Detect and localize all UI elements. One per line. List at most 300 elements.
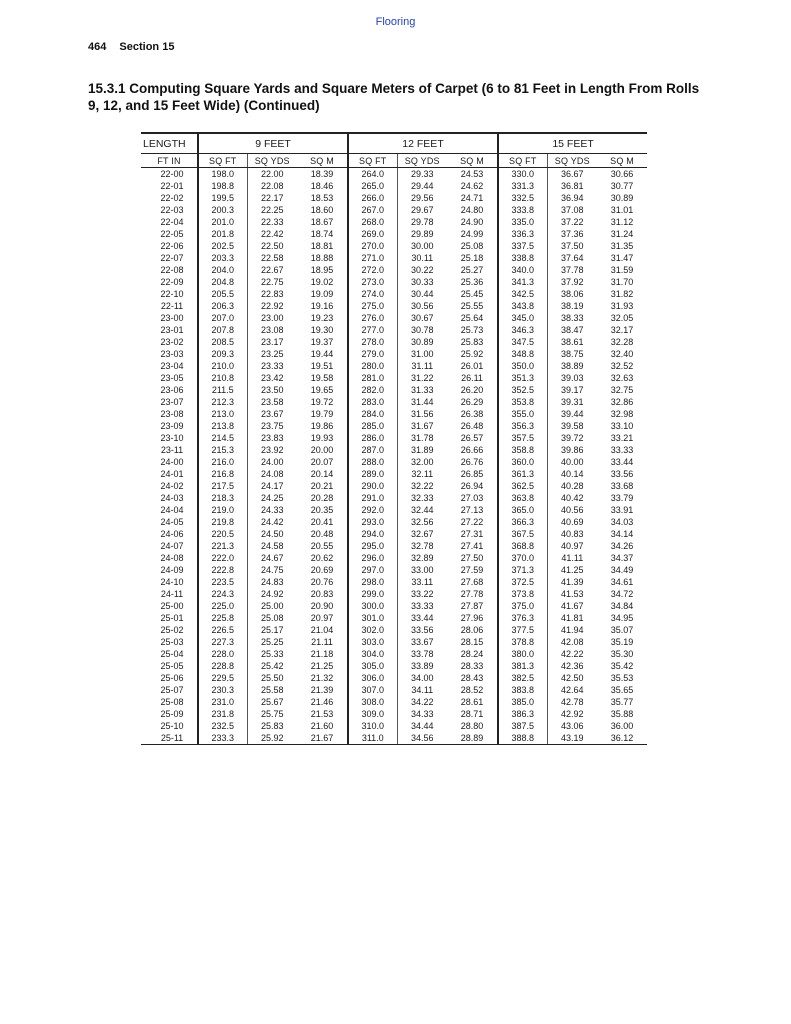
sq-ft-15-cell: 377.5 xyxy=(498,624,547,636)
sq-ft-15-subheader: SQ FT xyxy=(498,154,547,168)
table-row xyxy=(141,264,647,276)
length-cell: 25-02 xyxy=(141,624,198,636)
sq-ft-15-cell: 356.3 xyxy=(498,420,547,432)
sq-m-15-cell: 34.84 xyxy=(610,601,634,611)
sq-yds-9-cell: 24.42 xyxy=(260,517,284,527)
sq-yds-9-cell: 24.33 xyxy=(260,505,284,515)
sq-ft-15-cell: 386.3 xyxy=(498,708,547,720)
sq-ft-15-cell: 348.8 xyxy=(498,348,547,360)
sq-yds-12-cell: 34.44 xyxy=(410,721,434,731)
length-cell: 23-10 xyxy=(141,432,198,444)
sq-m-9-cell: 19.58 xyxy=(297,372,348,384)
sq-m-12-cell: 28.15 xyxy=(447,636,498,648)
sq-m-15-cell: 35.30 xyxy=(610,649,634,659)
length-cell: 24-02 xyxy=(141,480,198,492)
sq-m-15-cell: 33.91 xyxy=(610,505,634,515)
sq-yds-12-cell: 31.89 xyxy=(410,445,434,455)
flooring-link[interactable]: Flooring xyxy=(375,16,416,28)
sq-yds-15-cell: 40.00 xyxy=(561,457,584,467)
sq-yds-12-cell: 33.67 xyxy=(410,637,434,647)
sq-ft-9-cell: 230.3 xyxy=(198,684,247,696)
sq-yds-9-cell: 24.50 xyxy=(260,529,284,539)
sq-m-15-cell: 34.72 xyxy=(610,589,634,599)
sq-ft-12-cell: 287.0 xyxy=(348,444,397,456)
fifteen-feet-header: 15 FEET xyxy=(498,133,647,154)
sq-ft-15-cell: 361.3 xyxy=(498,468,547,480)
sq-ft-9-cell: 232.5 xyxy=(198,720,247,732)
sq-m-12-cell: 24.90 xyxy=(447,216,498,228)
sq-yds-12-cell: 32.67 xyxy=(410,529,434,539)
sq-yds-9-cell: 25.50 xyxy=(260,673,284,683)
sq-ft-9-cell: 202.5 xyxy=(198,240,247,252)
sq-ft-9-cell: 203.3 xyxy=(198,252,247,264)
sq-ft-15-cell: 345.0 xyxy=(498,312,547,324)
sq-ft-12-cell: 290.0 xyxy=(348,480,397,492)
sq-yds-12-cell: 32.44 xyxy=(410,505,434,515)
sq-ft-9-cell: 216.0 xyxy=(198,456,247,468)
sq-yds-9-cell: 22.83 xyxy=(260,289,284,299)
sq-ft-9-cell: 207.8 xyxy=(198,324,247,336)
sq-m-12-cell: 27.87 xyxy=(447,600,498,612)
sq-yds-9-cell: 24.08 xyxy=(260,469,284,479)
sq-ft-9-cell: 214.5 xyxy=(198,432,247,444)
sq-ft-9-cell: 201.8 xyxy=(198,228,247,240)
length-cell: 22-09 xyxy=(141,276,198,288)
sq-m-9-cell: 18.95 xyxy=(297,264,348,276)
table-row xyxy=(141,480,647,492)
sq-ft-15-cell: 355.0 xyxy=(498,408,547,420)
table-row xyxy=(141,528,647,540)
sq-m-12-cell: 24.53 xyxy=(447,168,498,181)
sq-yds-9-cell: 25.25 xyxy=(260,637,284,647)
table-row xyxy=(141,396,647,408)
sq-ft-15-cell: 347.5 xyxy=(498,336,547,348)
sq-m-15-cell: 36.00 xyxy=(610,721,634,731)
sq-yds-9-cell: 22.33 xyxy=(260,217,284,227)
sq-ft-9-cell: 231.0 xyxy=(198,696,247,708)
table-row xyxy=(141,588,647,600)
sq-yds-9-cell: 22.67 xyxy=(260,265,284,275)
sq-yds-9-cell: 23.92 xyxy=(260,445,284,455)
sq-ft-12-cell: 269.0 xyxy=(348,228,397,240)
length-cell: 24-06 xyxy=(141,528,198,540)
sq-m-9-cell: 20.14 xyxy=(297,468,348,480)
sq-ft-12-cell: 283.0 xyxy=(348,396,397,408)
sq-m-12-cell: 24.71 xyxy=(447,192,498,204)
sq-m-9-cell: 21.11 xyxy=(297,636,348,648)
sq-yds-9-cell: 22.92 xyxy=(260,301,284,311)
twelve-feet-header: 12 FEET xyxy=(348,133,498,154)
sq-yds-12-cell: 33.56 xyxy=(410,625,434,635)
sq-ft-15-cell: 362.5 xyxy=(498,480,547,492)
table-row xyxy=(141,612,647,624)
length-cell: 25-05 xyxy=(141,660,198,672)
sq-yds-15-cell: 40.56 xyxy=(561,505,584,515)
length-subheader: FT IN xyxy=(141,154,198,168)
sq-yds-9-cell: 25.42 xyxy=(260,661,284,671)
sq-yds-9-cell: 22.42 xyxy=(260,229,284,239)
sq-m-12-cell: 27.03 xyxy=(447,492,498,504)
sq-yds-12-cell: 31.11 xyxy=(411,361,434,371)
sq-m-9-cell: 19.44 xyxy=(297,348,348,360)
sq-m-12-cell: 28.52 xyxy=(447,684,498,696)
sq-yds-12-cell: 32.78 xyxy=(410,541,434,551)
sq-yds-9-cell: 22.00 xyxy=(260,169,284,179)
sq-ft-9-cell: 225.0 xyxy=(198,600,247,612)
sq-ft-15-cell: 342.5 xyxy=(498,288,547,300)
length-cell: 25-08 xyxy=(141,696,198,708)
sq-ft-15-cell: 365.0 xyxy=(498,504,547,516)
section-label: Section 15 xyxy=(119,41,175,53)
sq-ft-12-cell: 305.0 xyxy=(348,660,397,672)
sq-ft-9-cell: 227.3 xyxy=(198,636,247,648)
sq-m-9-cell: 20.76 xyxy=(297,576,348,588)
length-cell: 24-00 xyxy=(141,456,198,468)
sq-ft-15-cell: 338.8 xyxy=(498,252,547,264)
sq-ft-12-cell: 300.0 xyxy=(348,600,397,612)
sq-yds-9-cell: 24.75 xyxy=(260,565,284,575)
sq-m-15-cell: 31.35 xyxy=(610,241,634,251)
length-cell: 23-09 xyxy=(141,420,198,432)
sq-ft-15-cell: 370.0 xyxy=(498,552,547,564)
sq-ft-12-cell: 298.0 xyxy=(348,576,397,588)
sq-ft-9-cell: 201.0 xyxy=(198,216,247,228)
sq-ft-15-cell: 353.8 xyxy=(498,396,547,408)
sq-ft-12-cell: 293.0 xyxy=(348,516,397,528)
sq-yds-12-cell: 29.78 xyxy=(410,217,434,227)
sq-yds-12-cell: 31.33 xyxy=(410,385,434,395)
sq-yds-15-cell: 43.06 xyxy=(561,721,584,731)
sq-yds-12-cell: 30.11 xyxy=(411,253,434,263)
sq-ft-15-cell: 351.3 xyxy=(498,372,547,384)
length-cell: 22-03 xyxy=(141,204,198,216)
sq-yds-12-subheader: SQ YDS xyxy=(397,154,447,168)
sq-ft-12-cell: 265.0 xyxy=(348,180,397,192)
sq-m-9-cell: 19.37 xyxy=(297,336,348,348)
sq-ft-12-cell: 302.0 xyxy=(348,624,397,636)
sq-yds-9-cell: 23.33 xyxy=(260,361,284,371)
sq-m-9-cell: 21.04 xyxy=(297,624,348,636)
sq-ft-9-cell: 207.0 xyxy=(198,312,247,324)
sq-ft-9-cell: 220.5 xyxy=(198,528,247,540)
table-row xyxy=(141,636,647,648)
sq-yds-12-cell: 33.78 xyxy=(410,649,434,659)
sq-m-12-cell: 25.92 xyxy=(447,348,498,360)
sq-yds-15-cell: 39.17 xyxy=(561,385,584,395)
sq-m-12-cell: 26.11 xyxy=(447,372,498,384)
sq-ft-9-cell: 211.5 xyxy=(198,384,247,396)
sq-ft-15-cell: 380.0 xyxy=(498,648,547,660)
sq-ft-15-cell: 388.8 xyxy=(498,732,547,745)
table-row xyxy=(141,300,647,312)
length-cell: 24-09 xyxy=(141,564,198,576)
table-row xyxy=(141,372,647,384)
table-row xyxy=(141,228,647,240)
sq-m-9-cell: 20.69 xyxy=(297,564,348,576)
length-cell: 24-10 xyxy=(141,576,198,588)
length-cell: 23-08 xyxy=(141,408,198,420)
sq-m-15-cell: 32.52 xyxy=(610,361,634,371)
table-row xyxy=(141,276,647,288)
sq-m-9-cell: 21.46 xyxy=(297,696,348,708)
sq-yds-12-cell: 31.78 xyxy=(410,433,434,443)
sq-ft-15-cell: 332.5 xyxy=(498,192,547,204)
sq-m-12-cell: 25.08 xyxy=(447,240,498,252)
sq-m-15-cell: 34.26 xyxy=(610,541,634,551)
sq-yds-15-cell: 40.28 xyxy=(561,481,584,491)
sq-m-12-cell: 25.83 xyxy=(447,336,498,348)
sq-m-15-cell: 34.49 xyxy=(610,565,634,575)
sq-yds-12-cell: 30.56 xyxy=(410,301,434,311)
sq-yds-12-cell: 32.56 xyxy=(410,517,434,527)
sq-m-15-cell: 31.01 xyxy=(610,205,634,215)
sq-m-9-cell: 19.23 xyxy=(297,312,348,324)
table-row xyxy=(141,324,647,336)
sq-ft-12-cell: 289.0 xyxy=(348,468,397,480)
sq-m-12-cell: 27.78 xyxy=(447,588,498,600)
sq-m-12-cell: 24.80 xyxy=(447,204,498,216)
sq-yds-12-cell: 30.44 xyxy=(410,289,434,299)
sq-m-9-cell: 20.07 xyxy=(297,456,348,468)
sq-m-12-cell: 24.99 xyxy=(447,228,498,240)
sq-ft-12-cell: 306.0 xyxy=(348,672,397,684)
length-cell: 23-07 xyxy=(141,396,198,408)
sq-ft-15-cell: 336.3 xyxy=(498,228,547,240)
sq-ft-9-cell: 218.3 xyxy=(198,492,247,504)
length-cell: 24-11 xyxy=(141,588,198,600)
sq-m-15-cell: 32.98 xyxy=(610,409,634,419)
sq-yds-15-cell: 41.11 xyxy=(561,553,584,563)
sq-yds-9-cell: 23.00 xyxy=(260,313,284,323)
sq-ft-12-cell: 285.0 xyxy=(348,420,397,432)
sq-yds-9-cell: 23.08 xyxy=(260,325,284,335)
sq-yds-15-cell: 39.03 xyxy=(561,373,584,383)
sq-yds-15-cell: 38.75 xyxy=(561,349,584,359)
sq-yds-15-cell: 36.94 xyxy=(561,193,584,203)
length-cell: 23-04 xyxy=(141,360,198,372)
sq-m-9-cell: 20.90 xyxy=(297,600,348,612)
sq-m-9-cell: 21.67 xyxy=(297,732,348,745)
length-cell: 25-07 xyxy=(141,684,198,696)
length-cell: 25-04 xyxy=(141,648,198,660)
sq-ft-9-cell: 223.5 xyxy=(198,576,247,588)
sq-ft-15-cell: 376.3 xyxy=(498,612,547,624)
sq-m-12-cell: 25.55 xyxy=(447,300,498,312)
sq-yds-12-cell: 32.00 xyxy=(410,457,434,467)
sq-m-9-cell: 20.62 xyxy=(297,552,348,564)
table-row xyxy=(141,660,647,672)
sq-ft-12-cell: 271.0 xyxy=(348,252,397,264)
sq-m-15-cell: 35.88 xyxy=(610,709,634,719)
sq-m-9-cell: 19.86 xyxy=(297,420,348,432)
sq-m-9-cell: 18.60 xyxy=(297,204,348,216)
sq-yds-12-cell: 34.56 xyxy=(397,732,447,745)
sq-m-9-cell: 19.02 xyxy=(297,276,348,288)
sq-ft-9-cell: 226.5 xyxy=(198,624,247,636)
sq-ft-12-cell: 268.0 xyxy=(348,216,397,228)
sq-m-15-cell: 31.47 xyxy=(610,253,634,263)
sq-m-15-cell: 31.12 xyxy=(610,217,634,227)
sq-ft-12-cell: 297.0 xyxy=(348,564,397,576)
sq-yds-9-cell: 23.50 xyxy=(260,385,284,395)
sq-yds-15-cell: 38.06 xyxy=(561,289,584,299)
length-cell: 25-10 xyxy=(141,720,198,732)
sq-ft-12-cell: 281.0 xyxy=(348,372,397,384)
sq-m-9-cell: 18.88 xyxy=(297,252,348,264)
table-row xyxy=(141,552,647,564)
sq-yds-15-cell: 41.25 xyxy=(561,565,584,575)
sq-ft-9-cell: 210.8 xyxy=(198,372,247,384)
sq-yds-12-cell: 31.67 xyxy=(410,421,434,431)
sq-ft-12-cell: 309.0 xyxy=(348,708,397,720)
sq-ft-15-cell: 360.0 xyxy=(498,456,547,468)
sq-m-15-cell: 35.53 xyxy=(610,673,634,683)
sq-m-15-cell: 34.14 xyxy=(610,529,634,539)
sq-yds-9-cell: 23.58 xyxy=(260,397,284,407)
sq-ft-12-cell: 273.0 xyxy=(348,276,397,288)
sq-ft-9-cell: 224.3 xyxy=(198,588,247,600)
sq-yds-15-cell: 37.64 xyxy=(561,253,584,263)
sq-m-15-cell: 35.77 xyxy=(610,697,634,707)
table-row xyxy=(141,600,647,612)
sq-m-9-cell: 19.72 xyxy=(297,396,348,408)
sq-ft-15-cell: 378.8 xyxy=(498,636,547,648)
sq-ft-9-cell: 222.0 xyxy=(198,552,247,564)
length-cell: 25-06 xyxy=(141,672,198,684)
sq-m-15-cell: 34.03 xyxy=(610,517,634,527)
sq-yds-12-cell: 30.67 xyxy=(410,313,434,323)
sq-m-15-cell: 32.40 xyxy=(610,349,634,359)
sq-ft-12-cell: 296.0 xyxy=(348,552,397,564)
sq-ft-15-cell: 337.5 xyxy=(498,240,547,252)
length-cell: 24-04 xyxy=(141,504,198,516)
sq-yds-12-cell: 29.67 xyxy=(410,205,434,215)
sq-ft-15-cell: 373.8 xyxy=(498,588,547,600)
sq-ft-9-cell: 208.5 xyxy=(198,336,247,348)
sq-ft-12-cell: 301.0 xyxy=(348,612,397,624)
sq-m-9-cell: 20.21 xyxy=(297,480,348,492)
table-row xyxy=(141,420,647,432)
sq-m-9-cell: 20.00 xyxy=(297,444,348,456)
sq-yds-9-cell: 22.75 xyxy=(260,277,284,287)
sq-m-9-cell: 20.48 xyxy=(297,528,348,540)
sq-ft-12-cell: 280.0 xyxy=(348,360,397,372)
sq-m-15-cell: 31.70 xyxy=(610,277,634,287)
sq-m-9-cell: 21.25 xyxy=(297,660,348,672)
sq-yds-12-cell: 33.44 xyxy=(410,613,434,623)
sq-ft-12-cell: 294.0 xyxy=(348,528,397,540)
sq-yds-12-cell: 34.22 xyxy=(410,697,434,707)
sq-ft-15-cell: 358.8 xyxy=(498,444,547,456)
sq-m-9-cell: 20.41 xyxy=(297,516,348,528)
sq-yds-12-cell: 32.33 xyxy=(410,493,434,503)
sq-yds-12-cell: 34.00 xyxy=(410,673,434,683)
sq-m-12-cell: 27.41 xyxy=(447,540,498,552)
sq-ft-15-cell: 335.0 xyxy=(498,216,547,228)
sq-m-12-cell: 28.33 xyxy=(447,660,498,672)
sq-ft-9-cell: 210.0 xyxy=(198,360,247,372)
length-cell: 23-03 xyxy=(141,348,198,360)
sq-yds-15-cell: 39.31 xyxy=(561,397,584,407)
sq-m-12-cell: 26.48 xyxy=(447,420,498,432)
sq-m-15-cell: 32.86 xyxy=(610,397,634,407)
sq-yds-9-cell: 25.33 xyxy=(260,649,284,659)
sq-ft-12-cell: 267.0 xyxy=(348,204,397,216)
table-row xyxy=(141,336,647,348)
table-row xyxy=(141,360,647,372)
sq-m-15-cell: 34.95 xyxy=(610,613,634,623)
sq-m-15-cell: 32.63 xyxy=(610,373,634,383)
table-row xyxy=(141,624,647,636)
sq-yds-12-cell: 32.89 xyxy=(410,553,434,563)
sq-yds-12-cell: 29.89 xyxy=(410,229,434,239)
sq-ft-12-cell: 275.0 xyxy=(348,300,397,312)
sq-m-15-cell: 32.28 xyxy=(610,337,634,347)
length-cell: 25-09 xyxy=(141,708,198,720)
sq-yds-15-cell: 42.64 xyxy=(561,685,584,695)
sq-ft-15-cell: 387.5 xyxy=(498,720,547,732)
sq-m-9-subheader: SQ M xyxy=(297,154,348,168)
length-cell: 23-00 xyxy=(141,312,198,324)
sq-yds-9-cell: 24.92 xyxy=(260,589,284,599)
sq-yds-12-cell: 29.33 xyxy=(410,169,434,179)
sq-yds-9-cell: 22.25 xyxy=(260,205,284,215)
page-title: 15.3.1 Computing Square Yards and Square Meters of Carpet (6 to 81 Feet in Length From Rolls 9, 12, and 15 Feet Wide) (Continued) xyxy=(88,81,700,113)
length-cell: 23-11 xyxy=(141,444,198,456)
sq-yds-9-cell: 23.25 xyxy=(260,349,284,359)
sq-yds-15-cell: 42.78 xyxy=(561,697,584,707)
sq-ft-12-cell: 284.0 xyxy=(348,408,397,420)
sq-yds-9-cell: 25.92 xyxy=(247,732,297,745)
table-row xyxy=(141,192,647,204)
table-row xyxy=(141,180,647,192)
sq-m-12-cell: 26.29 xyxy=(447,396,498,408)
sq-yds-15-cell: 38.19 xyxy=(561,301,584,311)
sq-m-9-cell: 18.46 xyxy=(297,180,348,192)
table-row xyxy=(141,204,647,216)
sq-ft-9-cell: 198.8 xyxy=(198,180,247,192)
sq-yds-15-cell: 38.33 xyxy=(561,313,584,323)
sq-m-15-cell: 33.10 xyxy=(610,421,634,431)
sq-m-12-cell: 26.66 xyxy=(447,444,498,456)
sq-m-12-cell: 28.06 xyxy=(447,624,498,636)
sq-yds-12-cell: 32.22 xyxy=(410,481,434,491)
sq-m-12-cell: 27.13 xyxy=(447,504,498,516)
table-row xyxy=(141,684,647,696)
sq-yds-12-cell: 31.44 xyxy=(410,397,434,407)
sq-m-15-subheader: SQ M xyxy=(597,154,647,168)
sq-yds-15-cell: 37.22 xyxy=(561,217,584,227)
sq-ft-15-cell: 368.8 xyxy=(498,540,547,552)
sq-m-12-cell: 25.18 xyxy=(447,252,498,264)
sq-m-9-cell: 21.32 xyxy=(297,672,348,684)
sq-m-12-cell: 26.01 xyxy=(447,360,498,372)
sq-ft-9-cell: 199.5 xyxy=(198,192,247,204)
sq-yds-9-cell: 22.50 xyxy=(260,241,284,251)
nine-feet-header: 9 FEET xyxy=(198,133,348,154)
length-cell: 22-01 xyxy=(141,180,198,192)
sub-header-row xyxy=(141,154,647,168)
table-row xyxy=(141,504,647,516)
sq-yds-9-cell: 25.83 xyxy=(260,721,284,731)
sq-m-12-cell: 25.36 xyxy=(447,276,498,288)
sq-ft-9-cell: 204.0 xyxy=(198,264,247,276)
sq-ft-12-cell: 307.0 xyxy=(348,684,397,696)
sq-yds-9-cell: 23.75 xyxy=(260,421,284,431)
sq-ft-15-cell: 357.5 xyxy=(498,432,547,444)
sq-m-12-cell: 28.89 xyxy=(447,732,498,745)
length-cell: 24-07 xyxy=(141,540,198,552)
